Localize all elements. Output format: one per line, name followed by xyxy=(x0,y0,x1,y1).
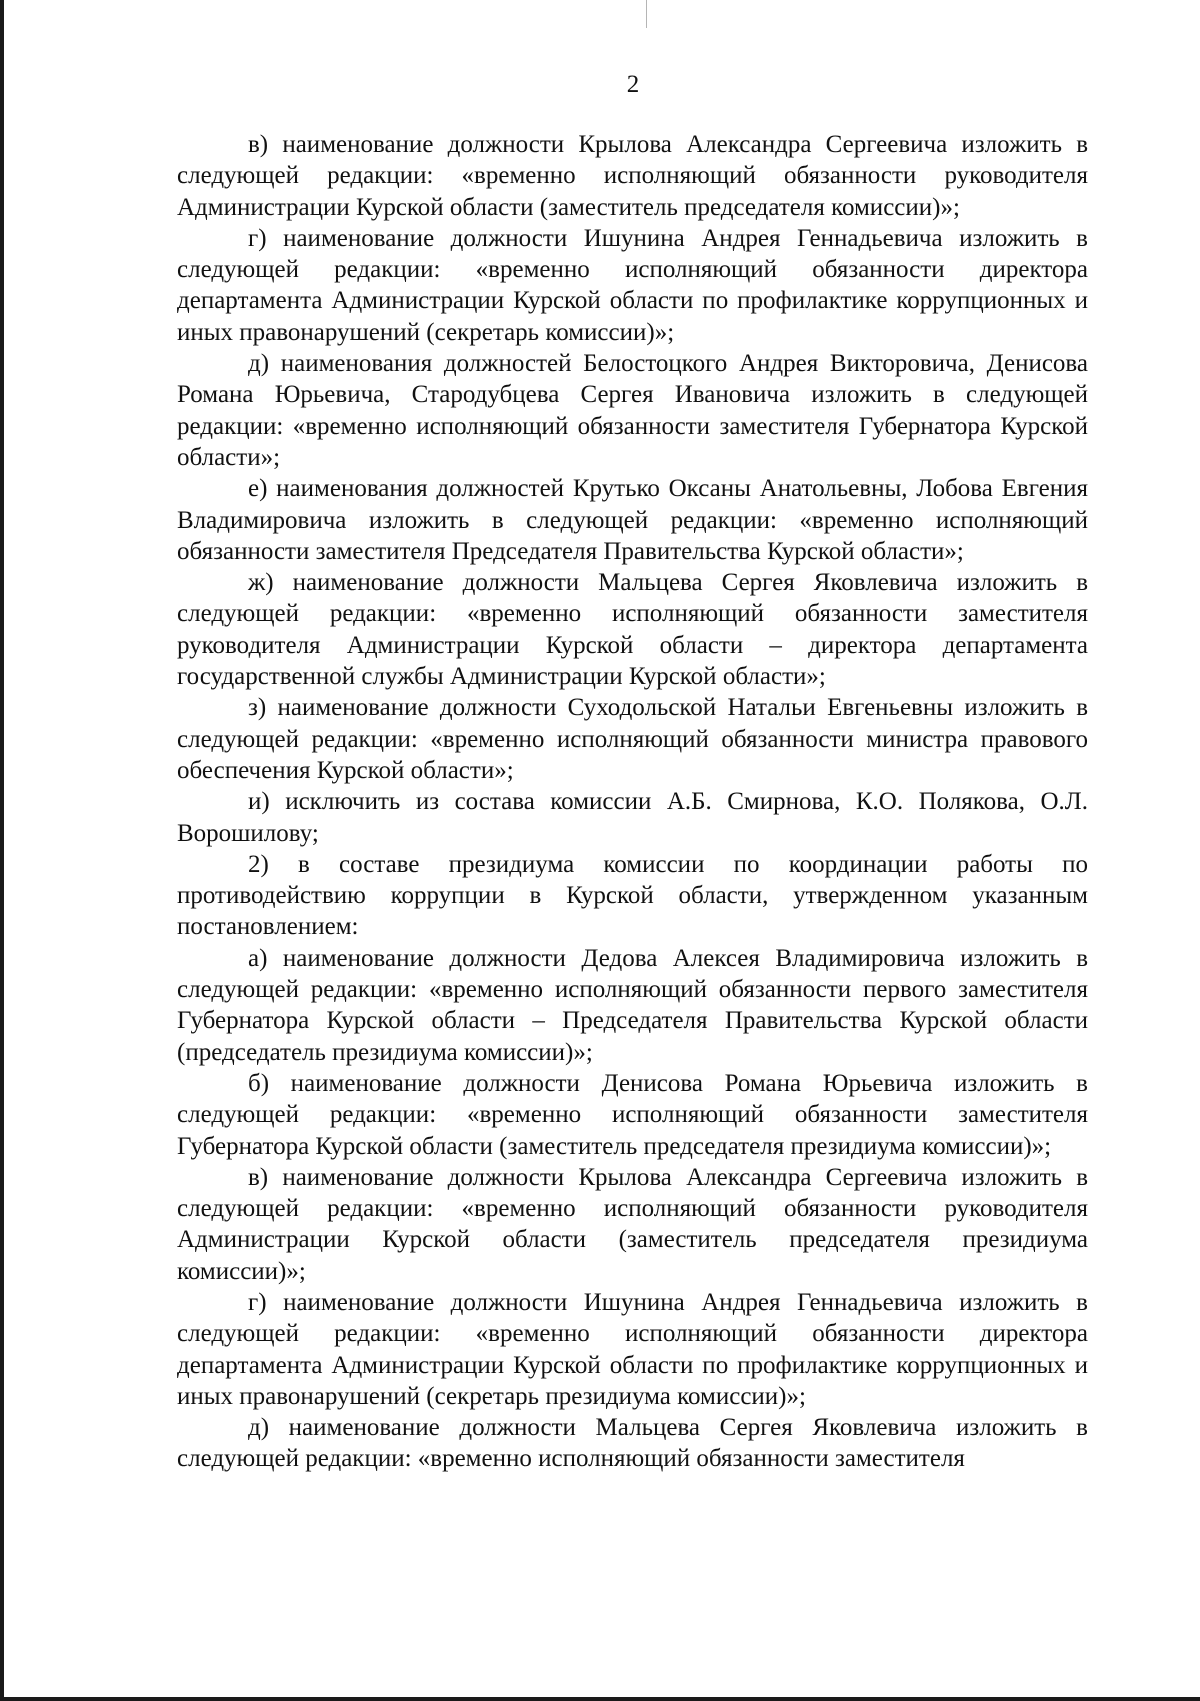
scan-bottom-border xyxy=(0,1697,1200,1701)
paragraph: б) наименование должности Денисова Романа Юрьевича изложить в следующей редакции: «временно исполняющий обязанности заместителя Губернатора Курской области (заместитель председателя президиума комиссии)»; xyxy=(177,1069,1088,1160)
paragraph: 2) в составе президиума комиссии по координации работы по противодействию коррупции в Курской области, утвержденном указанным постановлением: xyxy=(177,850,1088,941)
paragraph: в) наименование должности Крылова Александра Сергеевича изложить в следующей редакции: «временно исполняющий обязанности руководителя Администрации Курской области (заместитель председателя президиума комиссии)»; xyxy=(177,1163,1088,1285)
paragraph: в) наименование должности Крылова Александра Сергеевича изложить в следующей редакции: «временно исполняющий обязанности руководителя Администрации Курской области (заместитель председателя комиссии)»; xyxy=(177,131,1088,221)
paragraph: з) наименование должности Суходольской Натальи Евгеньевны изложить в следующей редакции: «временно исполняющий обязанности министра правового обеспечения Курской области»; xyxy=(177,694,1088,784)
scan-top-mark xyxy=(646,0,647,28)
paragraph: е) наименования должностей Крутько Оксаны Анатольевны, Лобова Евгения Владимировича изложить в следующей редакции: «временно исполняющий обязанности заместителя Председателя Правительства Курской области»; xyxy=(177,475,1088,565)
document-body xyxy=(177,129,1088,1475)
scan-left-border xyxy=(0,0,4,1701)
paragraph: а) наименование должности Дедова Алексея Владимировича изложить в следующей редакции: «временно исполняющий обязанности первого заместителя Губернатора Курской области – Председателя Правительства Курской области (председатель президиума комиссии)»; xyxy=(177,944,1088,1066)
paragraph: д) наименование должности Мальцева Сергея Яковлевича изложить в следующей редакции: «временно исполняющий обязанности заместителя xyxy=(177,1414,1088,1473)
paragraph: г) наименование должности Ишунина Андрея Геннадьевича изложить в следующей редакции: «временно исполняющий обязанности директора департамента Администрации Курской области по профилактике коррупционных и иных правонарушений (секретарь комиссии)»; xyxy=(177,224,1088,346)
paragraph: и) исключить из состава комиссии А.Б. Смирнова, К.О. Полякова, О.Л. Ворошилову; xyxy=(177,788,1088,847)
paragraph: д) наименования должностей Белостоцкого Андрея Викторовича, Денисова Романа Юрьевича, Стародубцева Сергея Ивановича изложить в следующей редакции: «временно исполняющий обязанности заместителя Губернатора Курской области»; xyxy=(177,350,1088,471)
page-number: 2 xyxy=(626,71,640,98)
paragraph: ж) наименование должности Мальцева Сергея Яковлевича изложить в следующей редакции: «временно исполняющий обязанности заместителя руководителя Администрации Курской области – директора департамента государственной службы Администрации Курской области»; xyxy=(177,569,1088,691)
paragraph: г) наименование должности Ишунина Андрея Геннадьевича изложить в следующей редакции: «временно исполняющий обязанности директора департамента Администрации Курской области по профилактике коррупционных и иных правонарушений (секретарь президиума комиссии)»; xyxy=(177,1288,1088,1410)
